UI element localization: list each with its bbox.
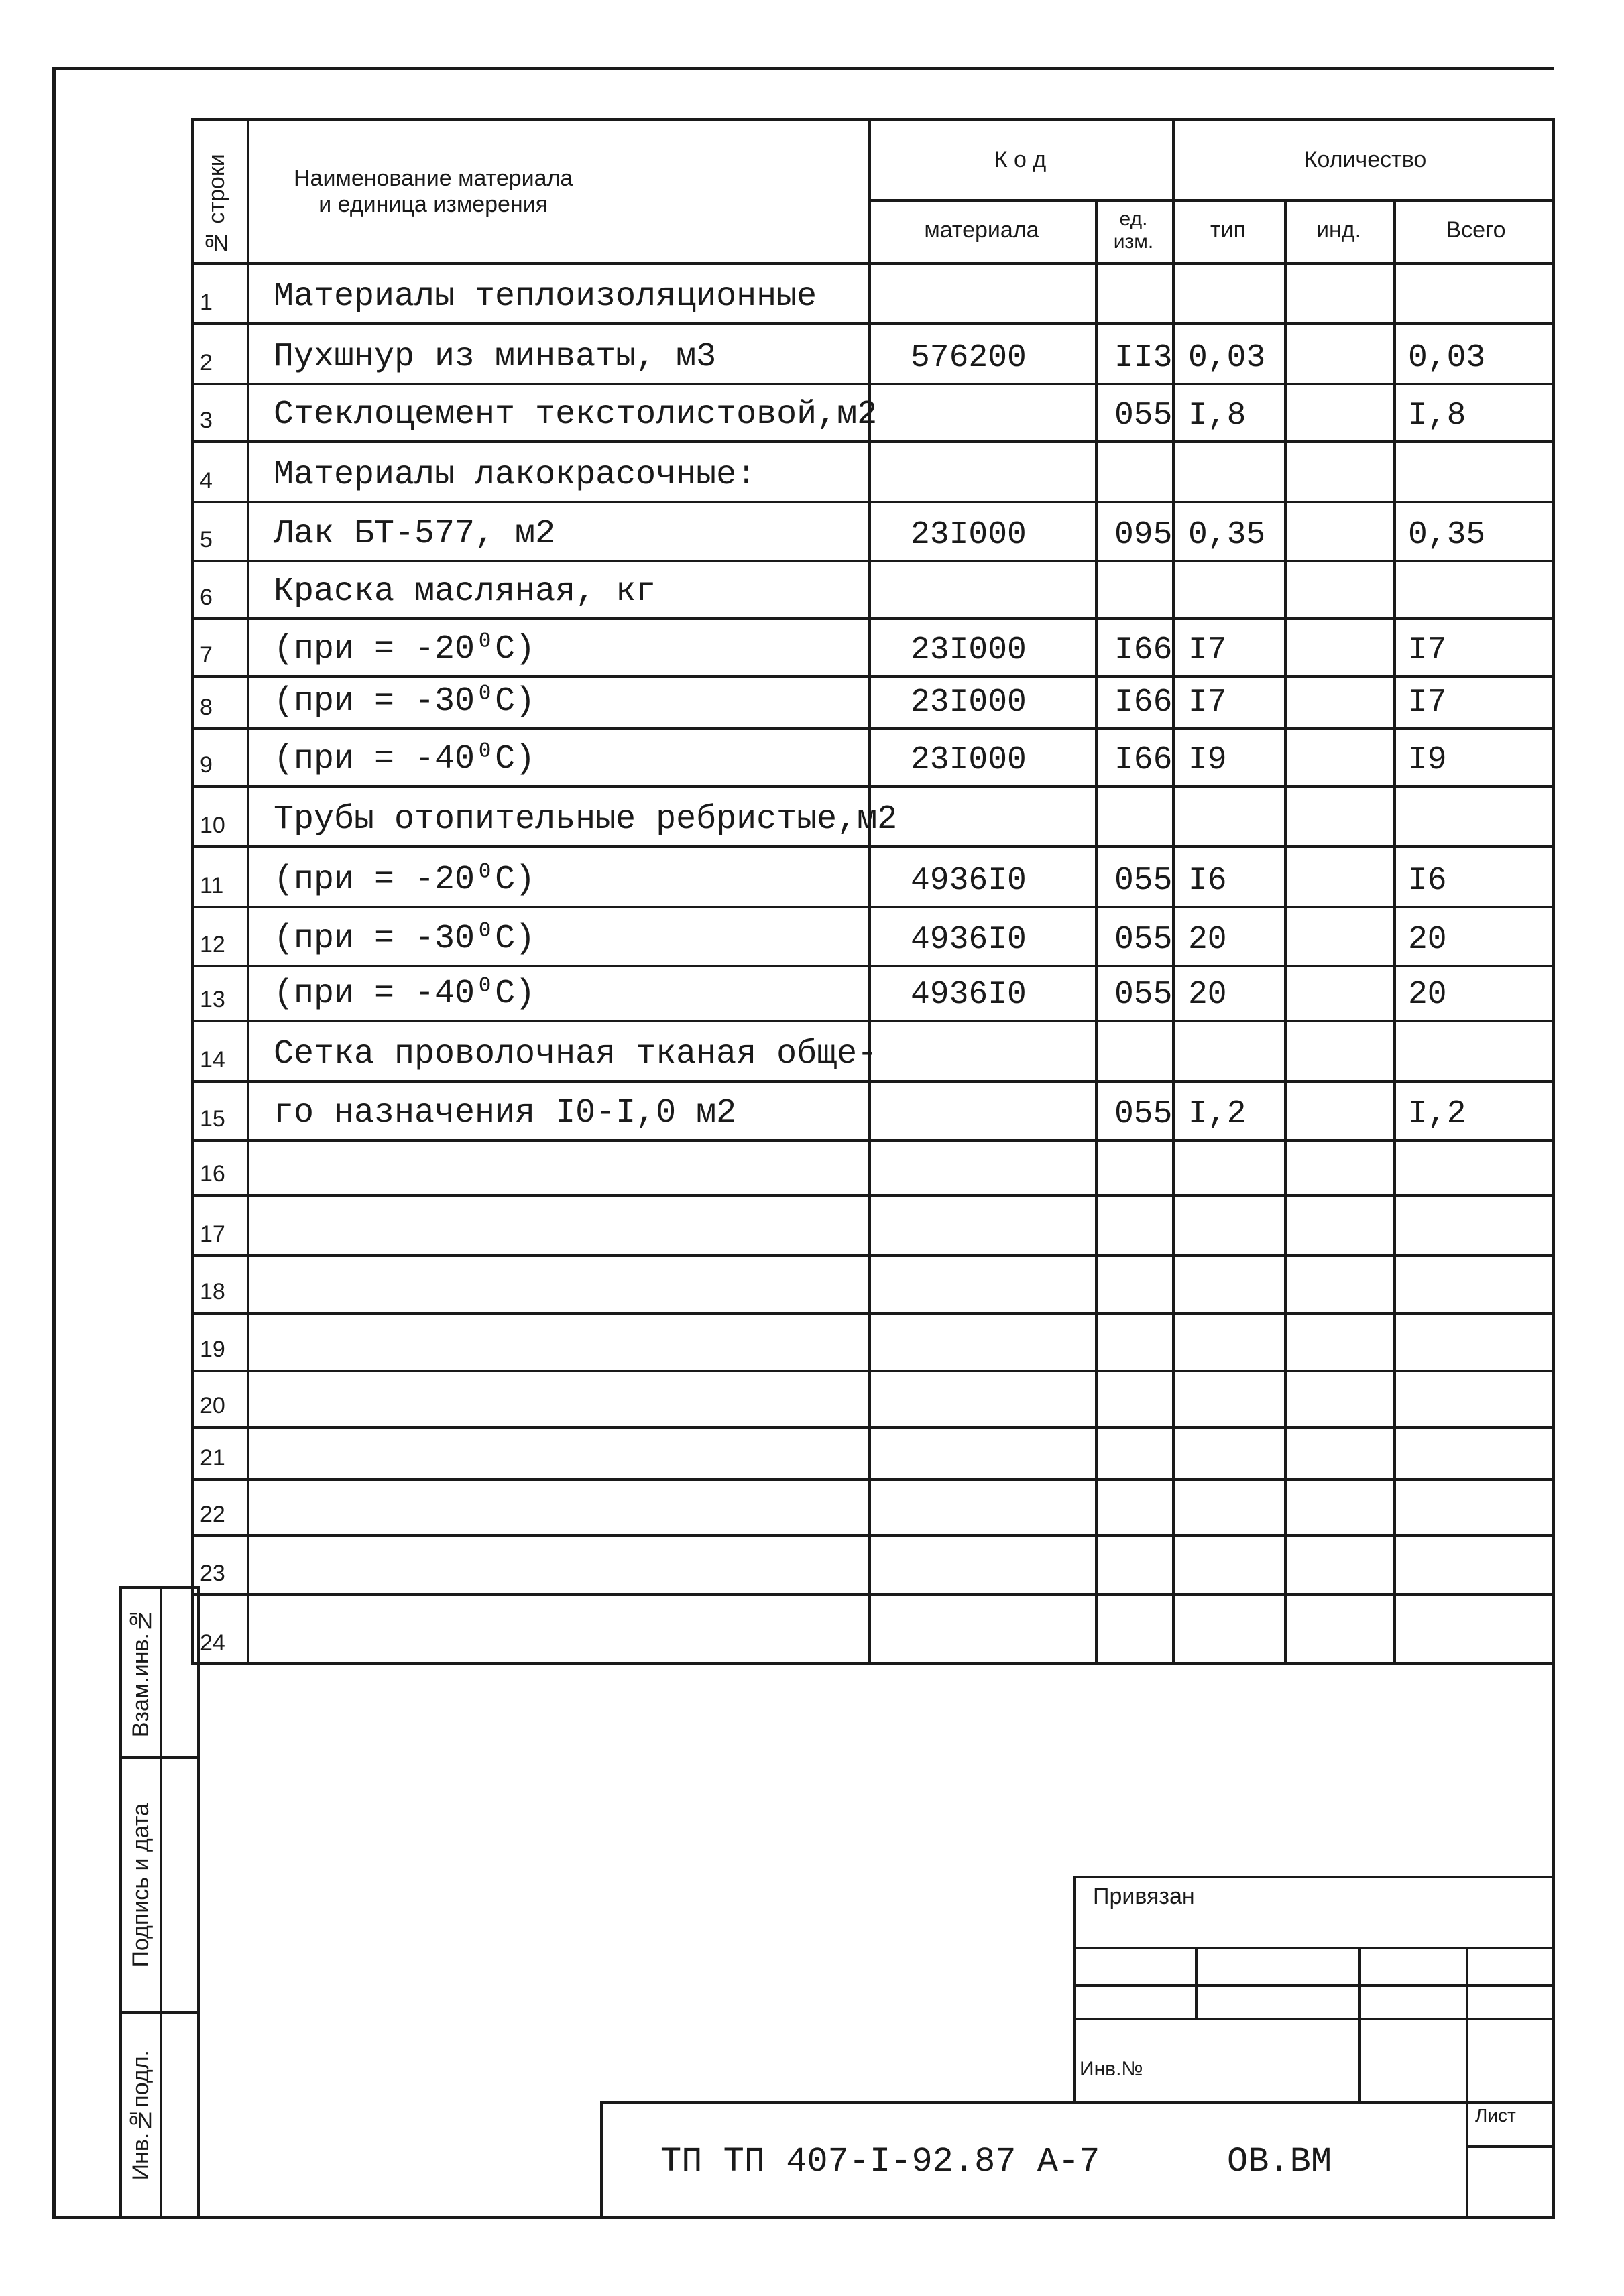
side-box-inv-podl xyxy=(119,2011,200,2219)
header-code: К о д xyxy=(994,147,1047,173)
material-name: Материалы теплоизоляционные xyxy=(274,278,817,316)
row-number: 24 xyxy=(200,1630,225,1656)
row-divider xyxy=(194,1534,1552,1537)
row-divider xyxy=(194,1370,1552,1372)
material-name: Материалы лакокрасочные: xyxy=(274,456,757,494)
row-divider xyxy=(194,906,1552,908)
quantity-total: I7 xyxy=(1408,632,1447,668)
side-box-vzam xyxy=(119,1586,200,1759)
unit-code: II3 xyxy=(1114,340,1173,376)
quantity-total: 20 xyxy=(1408,922,1447,958)
material-code: 4936I0 xyxy=(911,863,1027,899)
row-divider xyxy=(194,560,1552,562)
row-divider xyxy=(194,322,1552,325)
quantity-type: 0,35 xyxy=(1188,517,1266,553)
unit-code: 055 xyxy=(1114,922,1173,958)
row-divider xyxy=(194,675,1552,678)
side-box-podpis xyxy=(119,1756,200,2014)
row-divider xyxy=(194,617,1552,620)
row-number: 18 xyxy=(200,1279,225,1305)
row-number: 8 xyxy=(200,694,213,720)
stamp-line xyxy=(1466,1947,1468,2219)
header-ind: инд. xyxy=(1316,217,1362,243)
unit-code: I66 xyxy=(1114,742,1173,778)
table-row xyxy=(194,1254,1552,1312)
row-number: 11 xyxy=(200,873,224,898)
table-row xyxy=(194,675,1552,727)
material-code: 23I000 xyxy=(911,742,1027,778)
table-row xyxy=(194,322,1552,383)
table-row xyxy=(194,1370,1552,1426)
material-code: 23I000 xyxy=(911,632,1027,668)
table-row xyxy=(194,845,1552,906)
row-number: 15 xyxy=(200,1106,225,1132)
quantity-type: I9 xyxy=(1188,742,1227,778)
stamp-privyazan: Привязан xyxy=(1093,1884,1195,1909)
stamp-line xyxy=(1073,1947,1555,1949)
table-row xyxy=(194,560,1552,617)
header-total: Всего xyxy=(1446,217,1506,243)
quantity-total: I6 xyxy=(1408,863,1447,899)
row-divider xyxy=(194,440,1552,443)
material-name: го назначения I0-I,0 м2 xyxy=(274,1094,737,1132)
table-row xyxy=(194,1478,1552,1534)
table-row xyxy=(194,1139,1552,1194)
row-number: 1 xyxy=(200,290,213,315)
row-number: 20 xyxy=(200,1393,225,1418)
quantity-type: 20 xyxy=(1188,922,1227,958)
materials-table xyxy=(191,118,1555,1665)
row-divider xyxy=(194,785,1552,788)
row-number: 14 xyxy=(200,1047,225,1073)
row-number: 3 xyxy=(200,408,213,433)
side-inv-podl-label: Инв.№подл. xyxy=(127,2049,154,2181)
row-divider xyxy=(194,1426,1552,1429)
header-type: тип xyxy=(1210,217,1246,243)
stamp-line xyxy=(1358,1947,1361,2104)
row-number: 10 xyxy=(200,812,225,838)
stamp-list-label: Лист xyxy=(1475,2105,1516,2126)
table-row xyxy=(194,965,1552,1020)
row-divider xyxy=(194,845,1552,848)
quantity-type: 0,03 xyxy=(1188,340,1266,376)
document-mark: ОВ.ВМ xyxy=(1227,2142,1332,2181)
unit-code: I66 xyxy=(1114,684,1173,721)
material-name: (при = -30⁰С) xyxy=(274,682,536,721)
row-number: 19 xyxy=(200,1337,225,1362)
row-number: 16 xyxy=(200,1161,225,1187)
row-divider xyxy=(194,727,1552,730)
row-divider xyxy=(194,1080,1552,1083)
quantity-type: 20 xyxy=(1188,977,1227,1013)
quantity-total: I,8 xyxy=(1408,398,1466,434)
stamp-line xyxy=(600,2101,603,2219)
row-number: 7 xyxy=(200,642,213,668)
table-row xyxy=(194,906,1552,965)
material-name: (при = -30⁰С) xyxy=(274,920,536,958)
unit-code: I66 xyxy=(1114,632,1173,668)
stamp-line xyxy=(1073,1876,1555,1878)
stamp-line xyxy=(1073,2018,1555,2020)
row-number: 9 xyxy=(200,752,213,778)
row-divider xyxy=(194,501,1552,503)
material-code: 23I000 xyxy=(911,517,1027,553)
quantity-total: I7 xyxy=(1408,684,1447,721)
row-number: 4 xyxy=(200,468,213,493)
row-divider xyxy=(194,1194,1552,1197)
row-number: 5 xyxy=(200,527,213,552)
row-divider xyxy=(194,1478,1552,1481)
table-row xyxy=(194,727,1552,785)
row-number: 21 xyxy=(200,1445,225,1471)
side-vzam-label: Взам.инв.№ xyxy=(127,1608,154,1738)
table-row xyxy=(194,1312,1552,1370)
table-row xyxy=(194,1534,1552,1593)
row-divider xyxy=(194,1312,1552,1315)
row-divider xyxy=(194,1254,1552,1257)
header-material: материала xyxy=(924,217,1039,243)
material-name: Стеклоцемент текстолистовой,м2 xyxy=(274,396,878,434)
row-number: 12 xyxy=(200,932,225,957)
table-row xyxy=(194,440,1552,501)
quantity-type: I,8 xyxy=(1188,398,1246,434)
quantity-total: 0,35 xyxy=(1408,517,1486,553)
header-name: Наименование материала и единица измерения xyxy=(294,165,573,217)
material-name: Сетка проволочная тканая обще- xyxy=(274,1035,878,1073)
quantity-type: I6 xyxy=(1188,863,1227,899)
quantity-type: I7 xyxy=(1188,684,1227,721)
side-podpis-label: Подпись и дата xyxy=(127,1803,154,1968)
table-row xyxy=(194,1426,1552,1478)
header-unit: ед. изм. xyxy=(1113,207,1154,253)
row-divider xyxy=(194,1020,1552,1022)
header-row-no: № строки xyxy=(204,154,229,255)
stamp-line xyxy=(1466,2145,1555,2148)
material-name: (при = -20⁰С) xyxy=(274,630,536,668)
row-divider xyxy=(194,965,1552,967)
material-code: 4936I0 xyxy=(911,977,1027,1013)
table-row xyxy=(194,1194,1552,1254)
stamp-line xyxy=(1073,1876,1076,2104)
row-divider xyxy=(194,1593,1552,1596)
table-row xyxy=(194,501,1552,560)
row-divider xyxy=(194,383,1552,385)
material-name: (при = -40⁰С) xyxy=(274,975,536,1013)
table-row xyxy=(194,785,1552,845)
quantity-type: I,2 xyxy=(1188,1096,1246,1132)
table-row xyxy=(194,1080,1552,1139)
table-row xyxy=(194,262,1552,322)
quantity-total: I,2 xyxy=(1408,1096,1466,1132)
row-number: 17 xyxy=(200,1221,225,1247)
row-number: 6 xyxy=(200,585,213,610)
unit-code: 055 xyxy=(1114,977,1173,1013)
material-name: Лак БТ-577, м2 xyxy=(274,515,556,553)
table-row xyxy=(194,383,1552,440)
row-divider xyxy=(194,1139,1552,1142)
stamp-line xyxy=(1195,1947,1198,2020)
row-number: 2 xyxy=(200,350,213,375)
quantity-total: 0,03 xyxy=(1408,340,1486,376)
material-code: 23I000 xyxy=(911,684,1027,721)
quantity-type: I7 xyxy=(1188,632,1227,668)
table-row xyxy=(194,617,1552,675)
unit-code: 095 xyxy=(1114,517,1173,553)
unit-code: 055 xyxy=(1114,1096,1173,1132)
material-name: (при = -20⁰С) xyxy=(274,861,536,899)
header-quantity: Количество xyxy=(1303,147,1427,173)
material-name: Трубы отопительные ребристые,м2 xyxy=(274,800,898,839)
material-name: Пухшнур из минваты, м3 xyxy=(274,338,717,376)
document-code: ТП ТП 407-I-92.87 А-7 xyxy=(660,2142,1100,2181)
stamp-line xyxy=(600,2101,1555,2104)
unit-code: 055 xyxy=(1114,398,1173,434)
row-number: 23 xyxy=(200,1561,225,1586)
material-code: 4936I0 xyxy=(911,922,1027,958)
quantity-total: 20 xyxy=(1408,977,1447,1013)
material-code: 576200 xyxy=(911,340,1027,376)
table-row xyxy=(194,1593,1552,1663)
quantity-total: I9 xyxy=(1408,742,1447,778)
stamp-line xyxy=(1073,1984,1555,1987)
frame-right-lower xyxy=(1552,1663,1555,2219)
material-name: Краска масляная, кг xyxy=(274,572,656,611)
row-number: 22 xyxy=(200,1502,225,1527)
table-row xyxy=(194,1020,1552,1080)
stamp-inv-no: Инв.№ xyxy=(1080,2058,1143,2080)
unit-code: 055 xyxy=(1114,863,1173,899)
row-number: 13 xyxy=(200,987,225,1012)
material-name: (при = -40⁰С) xyxy=(274,740,536,778)
